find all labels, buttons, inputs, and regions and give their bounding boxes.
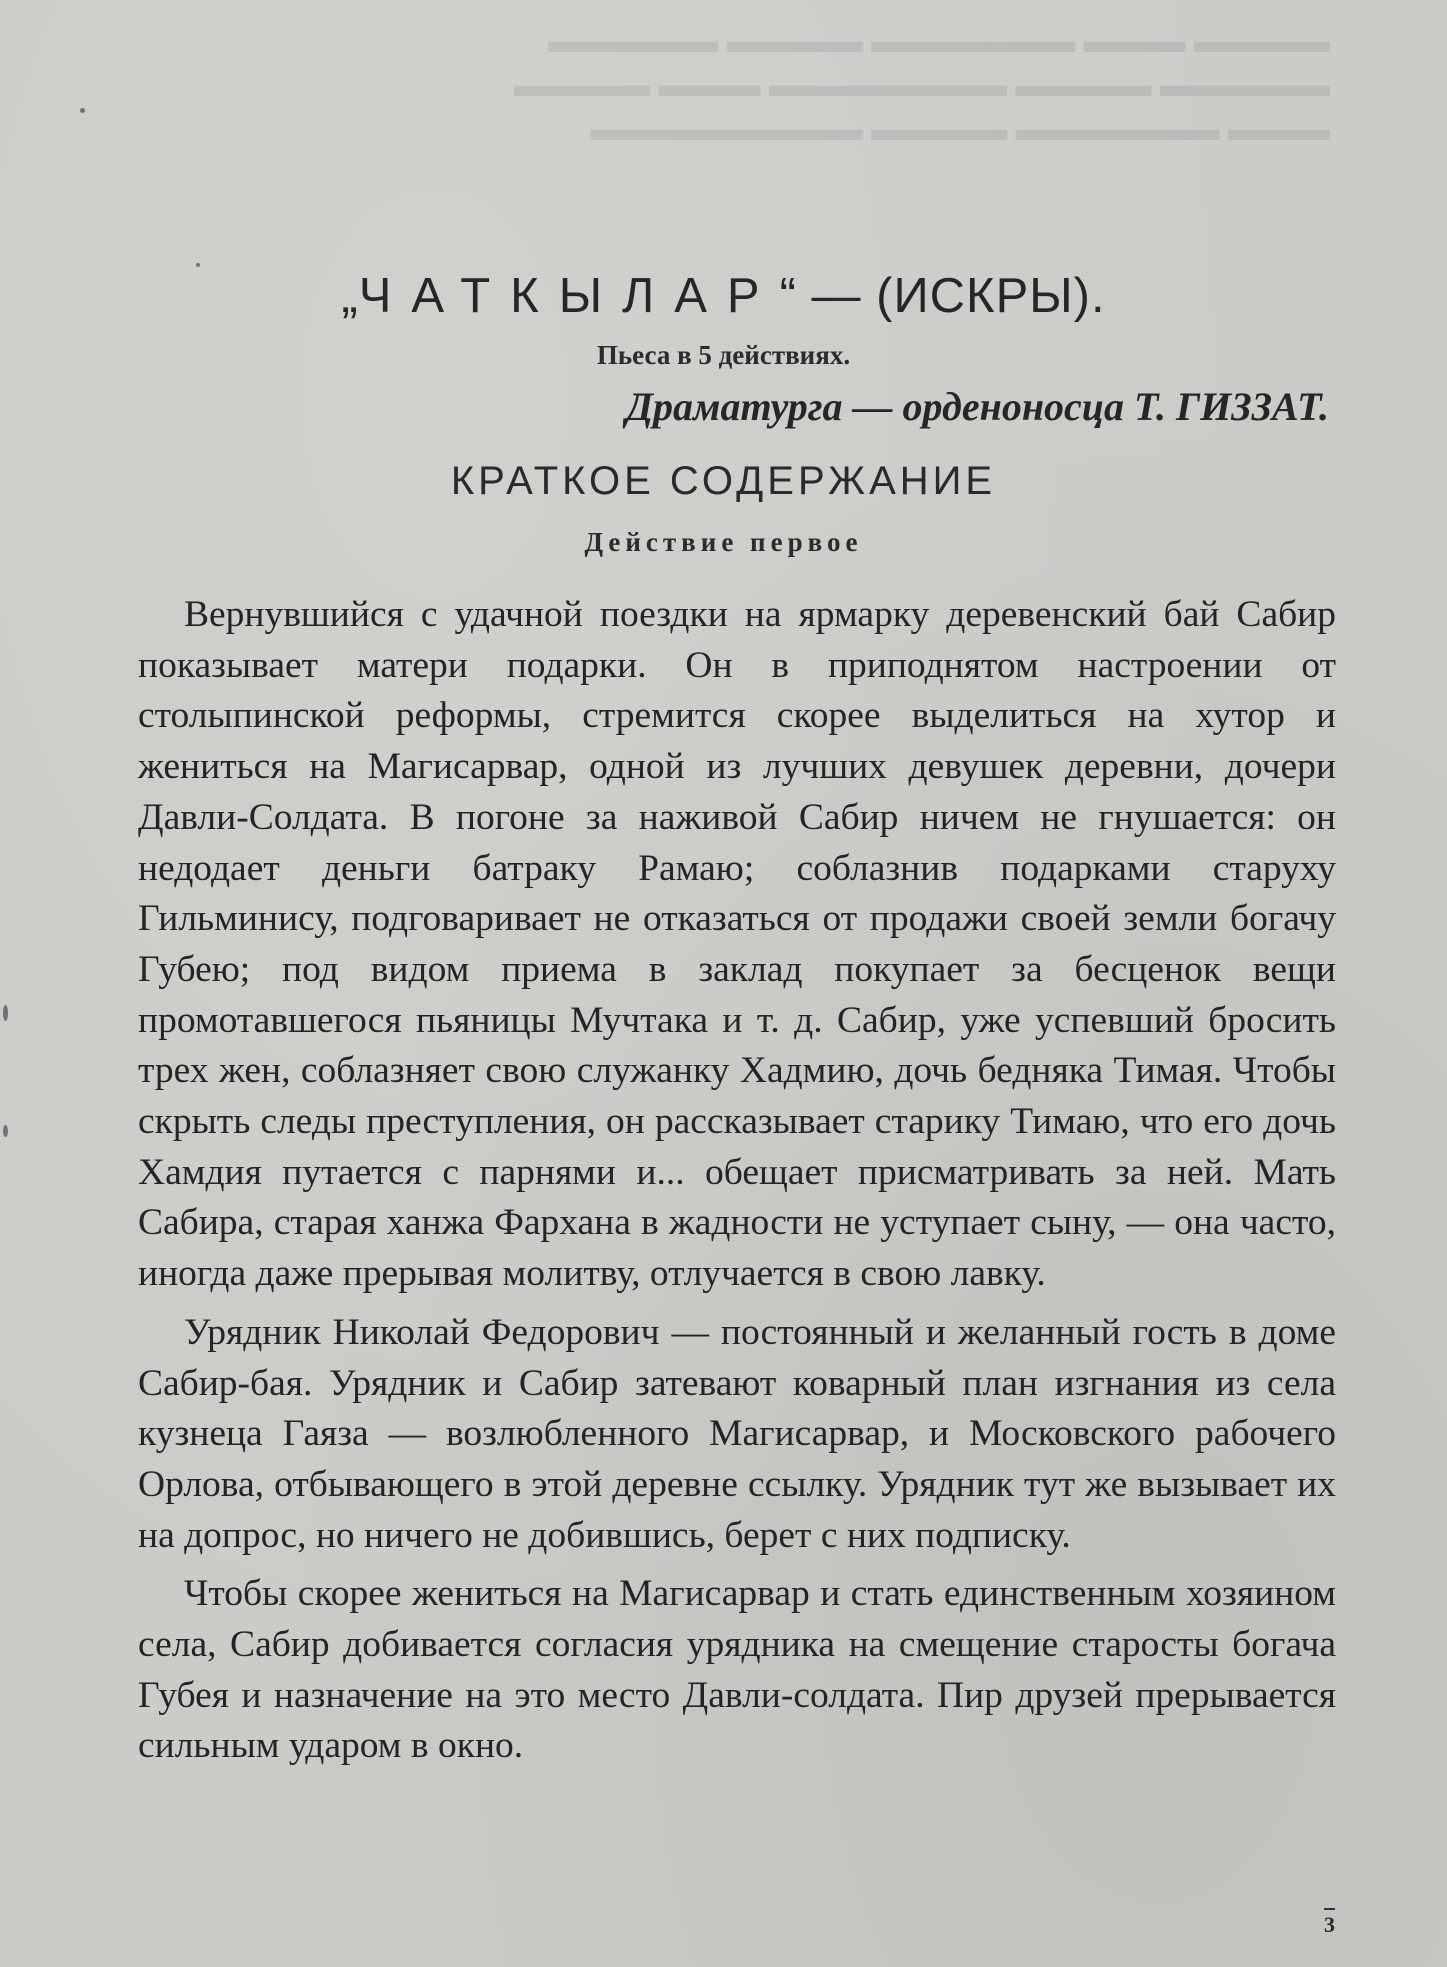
title-suffix: “ — (ИСКРЫ). — [779, 269, 1106, 323]
summary-body — [138, 590, 1336, 1780]
paragraph-1: Вернувшийся с удачной поездки на ярмарку деревенский бай Сабир показывает матери подарки. Он в приподнятом настроении от столыпинской реформы, стремится скорее выделиться на хутор и жениться на Магисарвар, одной из лучших девушек деревни, дочери Давли-Солдата. В погоне за наживой Сабир ничем не гнушается: он недодает деньги батраку Рамаю; соблазнив подарками старуху Гильминису, подговаривает не отказаться от продажи своей земли богачу Губею; под видом приема в заклад покупает за бесценок вещи промотавшегося пьяницы Мучтака и т. д. Сабир, уже успевший бросить трех жен, соблазняет свою служанку Хадмию, дочь бедняка Тимая. Чтобы скрыть следы преступления, он рассказывает старику Тимаю, что его дочь Хамдия путается с парнями и... обещает присматривать за ней. Мать Сабира, старая ханжа Фархана в жадности не уступает сыну, — она часто, иногда даже прерывая молитву, отлучается в свою лавку. — [138, 594, 1336, 1295]
bleed-through-texture: ▬▬▬▬ ▬▬▬ ▬▬▬▬▬▬ ▬▬▬▬ ▬▬▬▬▬ ▬▬▬▬▬ ▬▬▬▬ ▬▬▬▬▬▬▬ ▬▬▬ ▬▬▬▬ ▬▬▬ ▬▬▬▬▬▬ ▬▬▬▬ ▬▬▬▬▬▬▬▬ — [514, 23, 1330, 148]
scan-speck — [3, 1125, 8, 1137]
paragraph-2: Урядник Николай Федорович — постоянный и желанный гость в доме Сабир-бая. Урядник и Сабир затевают коварный план изгнания из села кузнеца Гаяза — возлюбленного Магисарвар, и Московского рабочего Орлова, отбывающего в этой деревне ссылку. Урядник тут же вызывает их на допрос, но ничего не добившись, берет с них подписку. — [138, 1311, 1336, 1556]
act-heading: Действие первое — [584, 527, 863, 557]
title-prefix: „ — [341, 269, 359, 323]
play-subtitle: Пьеса в 5 действиях. — [596, 340, 851, 370]
summary-heading: КРАТКОЕ СОДЕРЖАНИЕ — [450, 459, 997, 503]
paragraph-3: Чтобы скорее жениться на Магисарвар и стать единственным хозяином села, Сабир добивается согласия урядника на смещение старосты богача Губея и назначение на это место Давли-солдата. Пир друзей прерывается сильным ударом в окно. — [138, 1573, 1336, 1767]
scan-speck — [3, 1005, 8, 1021]
title-main: ЧАТКЫЛАР — [358, 269, 780, 323]
page-number: 3 — [1324, 1908, 1335, 1938]
author-line: Драматурга — орденоносца Т. ГИЗЗАТ. — [625, 384, 1329, 429]
play-title — [0, 268, 1447, 324]
scan-speck — [196, 263, 200, 267]
scan-speck — [80, 108, 85, 113]
